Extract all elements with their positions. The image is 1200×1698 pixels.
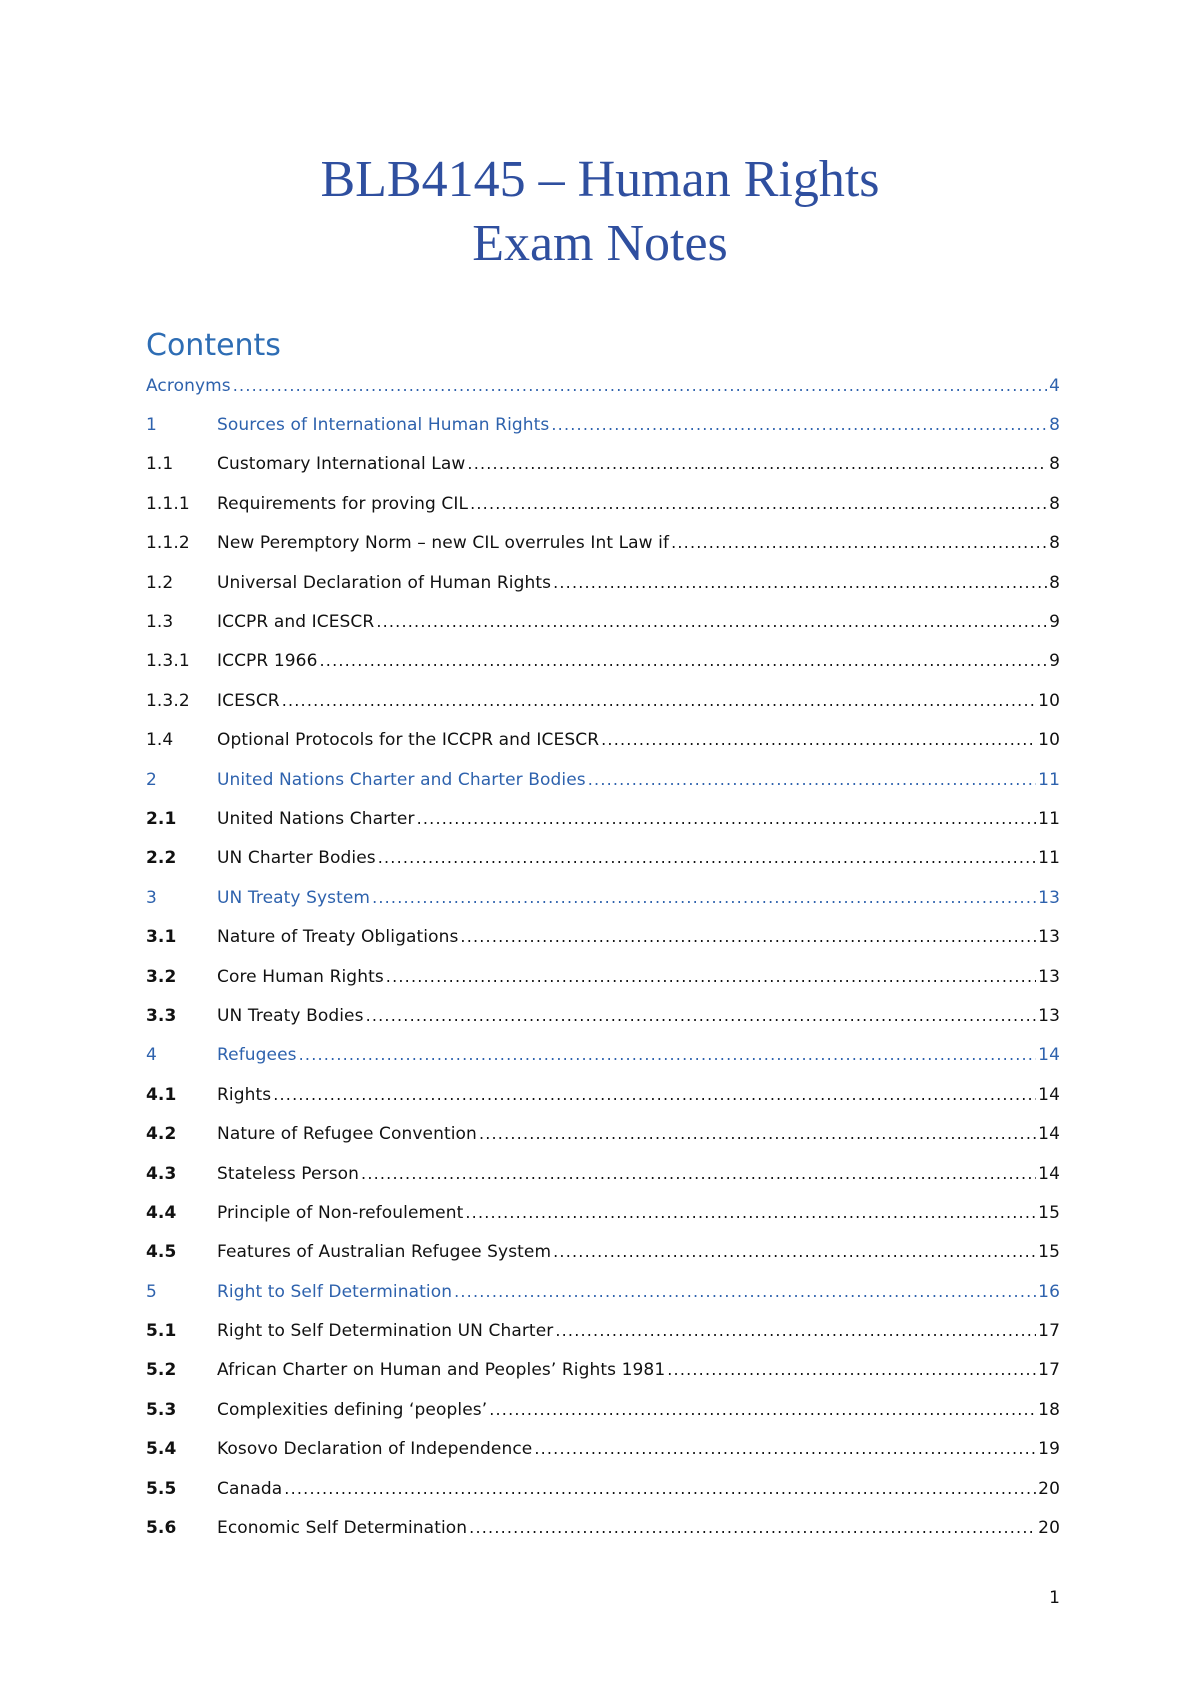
- toc-entry-number: 4.1: [146, 1084, 177, 1105]
- toc-entry-page: 13: [1038, 966, 1060, 987]
- toc-entry-number: 1.1: [146, 454, 174, 475]
- toc-dot-leader: [553, 1242, 1036, 1262]
- toc-dot-leader: [534, 1439, 1036, 1459]
- toc-entry-title: UN Treaty Bodies: [217, 1005, 364, 1026]
- toc-entry-title: Nature of Treaty Obligations: [217, 927, 459, 948]
- toc-entry[interactable]: [146, 1469, 1060, 1508]
- toc-entry-page: 16: [1038, 1281, 1060, 1302]
- toc-entry-page: 9: [1049, 612, 1060, 633]
- toc-dot-leader: [671, 533, 1047, 553]
- toc-entry-page: 20: [1038, 1478, 1060, 1499]
- toc-entry[interactable]: [146, 1311, 1060, 1350]
- toc-dot-leader: [460, 927, 1036, 947]
- toc-entry-page: 11: [1038, 808, 1060, 829]
- toc-dot-leader: [667, 1360, 1036, 1380]
- toc-dot-leader: [320, 651, 1048, 671]
- toc-entry-title: United Nations Charter and Charter Bodies: [217, 769, 586, 790]
- toc-dot-leader: [454, 1282, 1036, 1302]
- toc-entry-number: 1.2: [146, 572, 174, 593]
- toc-entry-number: 3: [146, 887, 157, 908]
- toc-dot-leader: [299, 1045, 1037, 1065]
- toc-dot-leader: [551, 415, 1047, 435]
- toc-entry-number: 1.1.2: [146, 533, 190, 554]
- toc-entry[interactable]: [146, 1036, 1060, 1075]
- toc-entry-page: 10: [1038, 730, 1060, 751]
- toc-entry-title: Sources of International Human Rights: [217, 415, 550, 436]
- toc-entry-page: 14: [1038, 1045, 1060, 1066]
- toc-entry-page: 8: [1049, 572, 1060, 593]
- document-title-line-1: BLB4145 – Human Rights: [320, 151, 880, 208]
- toc-entry-title: Features of Australian Refugee System: [217, 1242, 552, 1263]
- toc-entry[interactable]: [146, 484, 1060, 523]
- toc-dot-leader: [417, 809, 1037, 829]
- document-title-line-2: Exam Notes: [472, 215, 728, 272]
- toc-entry-title: Complexities defining ‘peoples’: [217, 1399, 488, 1420]
- toc-entry[interactable]: [146, 1114, 1060, 1153]
- toc-entry[interactable]: [146, 1508, 1060, 1547]
- contents-heading: Contents: [146, 328, 281, 363]
- toc-entry-number: 4.5: [146, 1242, 177, 1263]
- toc-entry-title: Canada: [217, 1478, 283, 1499]
- toc-dot-leader: [601, 730, 1036, 750]
- toc-entry-number: 1.4: [146, 730, 174, 751]
- toc-entry-number: 2.2: [146, 848, 177, 869]
- toc-entry[interactable]: [146, 642, 1060, 681]
- toc-entry[interactable]: [146, 878, 1060, 917]
- toc-entry-number: 4.2: [146, 1124, 177, 1145]
- toc-entry-title: Right to Self Determination UN Charter: [217, 1321, 554, 1342]
- toc-entry-page: 19: [1038, 1439, 1060, 1460]
- toc-dot-leader: [470, 494, 1047, 514]
- toc-entry-page: 15: [1038, 1242, 1060, 1263]
- toc-entry-number: 4: [146, 1045, 157, 1066]
- toc-dot-leader: [386, 967, 1036, 987]
- toc-entry-title: Optional Protocols for the ICCPR and ICESCR: [217, 730, 600, 751]
- toc-dot-leader: [376, 612, 1047, 632]
- toc-entry-number: 5.1: [146, 1321, 177, 1342]
- toc-entry[interactable]: [146, 760, 1060, 799]
- toc-dot-leader: [465, 1203, 1036, 1223]
- toc-entry[interactable]: [146, 1351, 1060, 1390]
- toc-entry[interactable]: [146, 839, 1060, 878]
- toc-dot-leader: [273, 1085, 1036, 1105]
- toc-entry-number: 3.3: [146, 1005, 177, 1026]
- toc-entry-page: 18: [1038, 1399, 1060, 1420]
- toc-entry-title: United Nations Charter: [217, 808, 415, 829]
- toc-entry-number: 5.5: [146, 1478, 177, 1499]
- toc-entry-page: 13: [1038, 1005, 1060, 1026]
- toc-dot-leader: [361, 1164, 1036, 1184]
- toc-entry[interactable]: [146, 1430, 1060, 1469]
- toc-entry-title: Core Human Rights: [217, 966, 384, 987]
- toc-entry-number: 5.3: [146, 1399, 177, 1420]
- toc-entry-page: 11: [1038, 848, 1060, 869]
- toc-entry-page: 13: [1038, 927, 1060, 948]
- toc-dot-leader: [469, 1518, 1036, 1538]
- toc-entry-page: 14: [1038, 1124, 1060, 1145]
- toc-entry-number: 2: [146, 769, 157, 790]
- toc-entry-number: 3.1: [146, 927, 177, 948]
- toc-entry-title: ICESCR: [217, 690, 280, 711]
- toc-dot-leader: [233, 376, 1047, 396]
- toc-entry-page: 20: [1038, 1518, 1060, 1539]
- toc-entry-number: 1.3.2: [146, 690, 190, 711]
- toc-entry-page: 17: [1038, 1321, 1060, 1342]
- table-of-contents: [146, 366, 1060, 1548]
- toc-dot-leader: [489, 1400, 1036, 1420]
- toc-entry-number: 5.4: [146, 1439, 177, 1460]
- toc-entry-page: 9: [1049, 651, 1060, 672]
- toc-dot-leader: [553, 573, 1047, 593]
- toc-entry-number: 4.4: [146, 1202, 177, 1223]
- toc-entry-number: 4.3: [146, 1163, 177, 1184]
- toc-entry-number: 1.3: [146, 612, 174, 633]
- toc-dot-leader: [555, 1321, 1036, 1341]
- toc-entry-page: 8: [1049, 493, 1060, 514]
- toc-entry[interactable]: [146, 1193, 1060, 1232]
- toc-entry-number: 3.2: [146, 966, 177, 987]
- toc-entry[interactable]: [146, 996, 1060, 1035]
- toc-entry[interactable]: [146, 366, 1060, 405]
- toc-entry-title: African Charter on Human and Peoples’ Rights 1981: [217, 1360, 666, 1381]
- toc-entry-title: Universal Declaration of Human Rights: [217, 572, 552, 593]
- toc-entry-title: UN Charter Bodies: [217, 848, 376, 869]
- toc-entry[interactable]: [146, 1233, 1060, 1272]
- toc-dot-leader: [372, 888, 1036, 908]
- toc-entry-title: ICCPR 1966: [217, 651, 318, 672]
- toc-entry[interactable]: [146, 721, 1060, 760]
- toc-entry-page: 14: [1038, 1163, 1060, 1184]
- document-title: [0, 148, 1200, 276]
- toc-entry-page: 4: [1049, 375, 1060, 396]
- toc-entry-title: Economic Self Determination: [217, 1518, 468, 1539]
- toc-entry[interactable]: [146, 445, 1060, 484]
- toc-entry[interactable]: [146, 1272, 1060, 1311]
- toc-entry-title: ICCPR and ICESCR: [217, 612, 375, 633]
- toc-entry-title: Refugees: [217, 1045, 297, 1066]
- toc-entry-page: 15: [1038, 1202, 1060, 1223]
- toc-entry[interactable]: [146, 799, 1060, 838]
- toc-dot-leader: [282, 691, 1036, 711]
- toc-entry-page: 11: [1038, 769, 1060, 790]
- toc-dot-leader: [284, 1479, 1036, 1499]
- toc-entry-number: 1.1.1: [146, 493, 190, 514]
- toc-entry-page: 8: [1049, 415, 1060, 436]
- toc-entry-number: 1.3.1: [146, 651, 190, 672]
- toc-entry[interactable]: [146, 681, 1060, 720]
- toc-entry[interactable]: [146, 405, 1060, 444]
- toc-entry-title: Principle of Non-refoulement: [217, 1202, 464, 1223]
- toc-entry-number: 5.2: [146, 1360, 177, 1381]
- toc-entry[interactable]: [146, 524, 1060, 563]
- page-number: 1: [1049, 1588, 1060, 1608]
- toc-dot-leader: [366, 1006, 1037, 1026]
- toc-entry[interactable]: [146, 1075, 1060, 1114]
- toc-entry-title: Stateless Person: [217, 1163, 360, 1184]
- toc-entry-number: 5.6: [146, 1518, 177, 1539]
- toc-entry[interactable]: [146, 1390, 1060, 1429]
- toc-entry[interactable]: [146, 917, 1060, 956]
- toc-entry-page: 8: [1049, 533, 1060, 554]
- toc-dot-leader: [378, 848, 1036, 868]
- toc-entry-title: Customary International Law: [217, 454, 466, 475]
- toc-entry[interactable]: [146, 563, 1060, 602]
- toc-entry-page: 13: [1038, 887, 1060, 908]
- toc-dot-leader: [479, 1124, 1036, 1144]
- toc-entry-title: Acronyms: [146, 375, 231, 396]
- toc-entry-page: 14: [1038, 1084, 1060, 1105]
- toc-entry-page: 10: [1038, 690, 1060, 711]
- toc-entry-title: Kosovo Declaration of Independence: [217, 1439, 533, 1460]
- toc-entry-title: Nature of Refugee Convention: [217, 1124, 477, 1145]
- toc-dot-leader: [467, 454, 1047, 474]
- toc-entry-title: Right to Self Determination: [217, 1281, 453, 1302]
- toc-entry-title: Rights: [217, 1084, 272, 1105]
- toc-entry[interactable]: [146, 957, 1060, 996]
- toc-entry-page: 17: [1038, 1360, 1060, 1381]
- toc-entry-page: 8: [1049, 454, 1060, 475]
- toc-entry-title: UN Treaty System: [217, 887, 371, 908]
- toc-entry-title: New Peremptory Norm – new CIL overrules Int Law if: [217, 533, 670, 554]
- toc-dot-leader: [588, 770, 1036, 790]
- toc-entry[interactable]: [146, 602, 1060, 641]
- toc-entry[interactable]: [146, 1154, 1060, 1193]
- toc-entry-number: 2.1: [146, 808, 177, 829]
- toc-entry-number: 5: [146, 1281, 157, 1302]
- toc-entry-number: 1: [146, 415, 157, 436]
- toc-entry-title: Requirements for proving CIL: [217, 493, 469, 514]
